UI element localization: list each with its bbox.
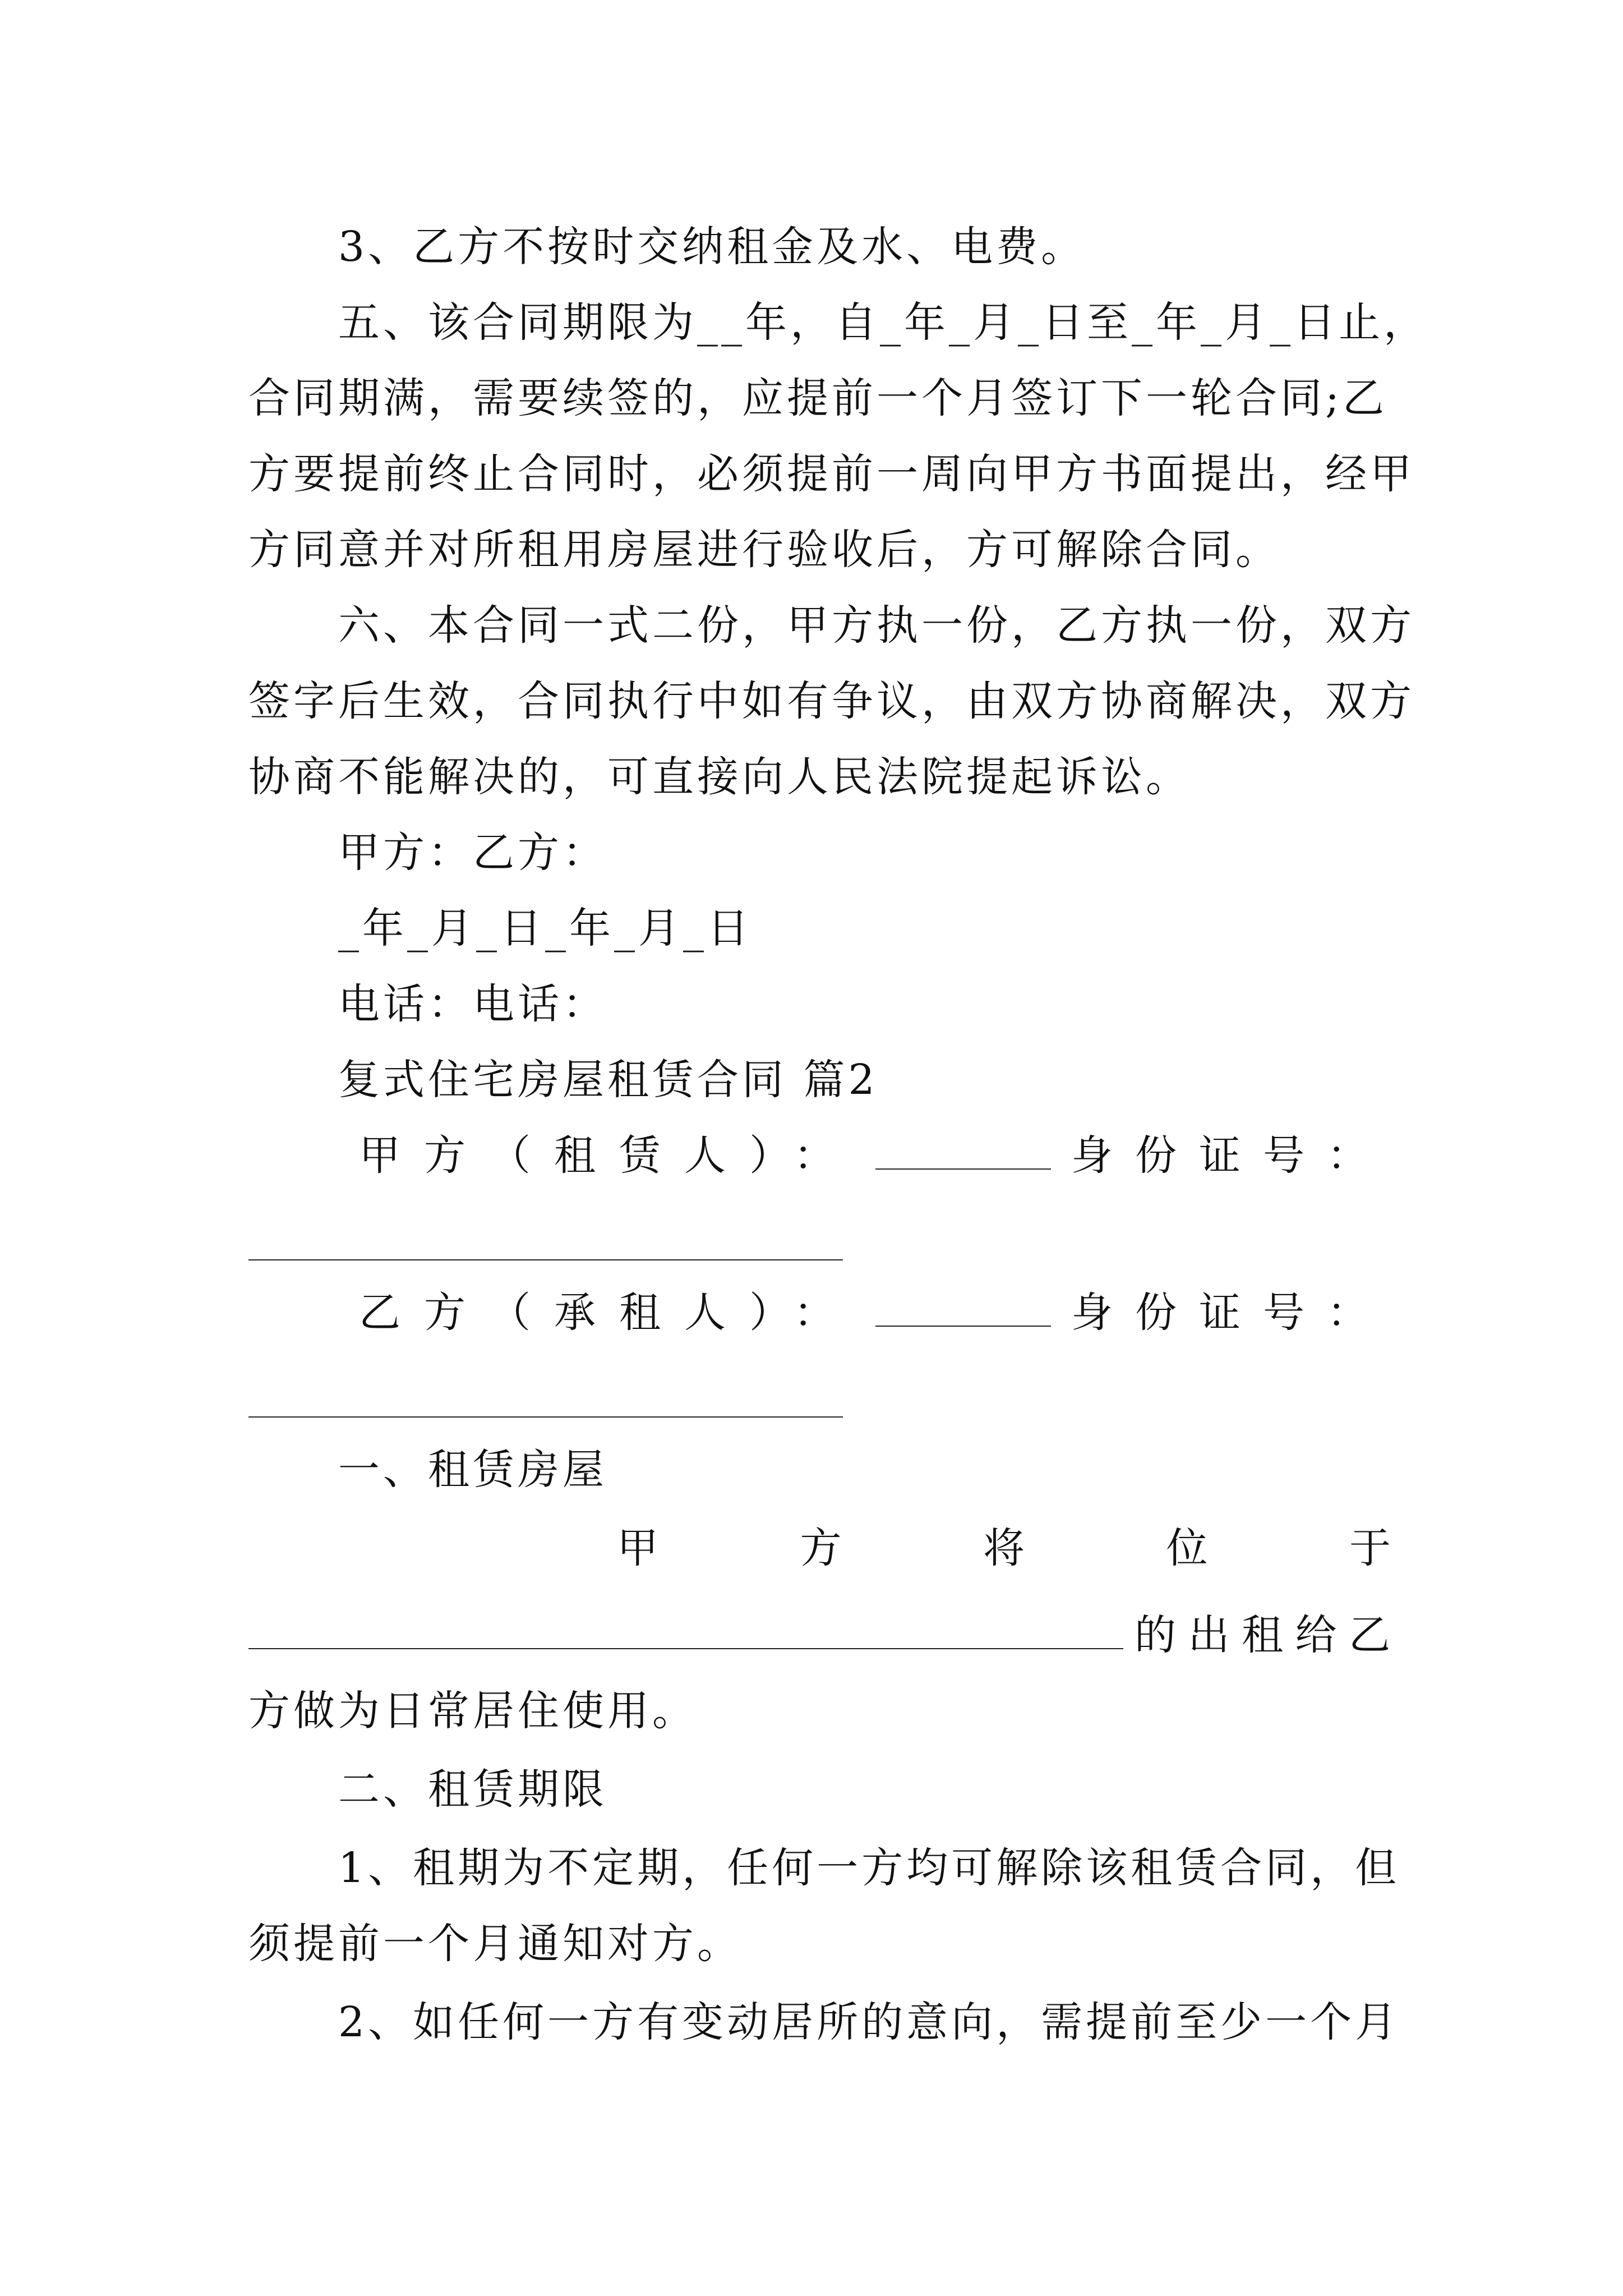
clause-6-line-3: 协商不能解决的，可直接向人民法院提起诉讼。 <box>248 753 1191 801</box>
clause-6-line-1: 六、本合同一式二份，甲方执一份，乙方执一份，双方 <box>338 601 1415 650</box>
party-b-row <box>359 1285 1391 1341</box>
address-blank <box>248 1611 1123 1649</box>
heading-rental-house: 一、租赁房屋 <box>338 1446 607 1494</box>
heading-lease-term: 二、租赁期限 <box>338 1765 607 1814</box>
spread-text-row <box>617 1520 1391 1576</box>
party-b-id-label: 身份证号： <box>1071 1289 1391 1337</box>
clause-5-line-4: 方同意并对所租用房屋进行验收后，方可解除合同。 <box>248 526 1280 574</box>
term-1-line-2: 须提前一个月通知对方。 <box>248 1920 742 1968</box>
clause-5-line-1-text: 五、该合同期限为__年，自_年_月_日至_年_月_日止， <box>338 298 1428 347</box>
clause-6-line-2: 签字后生效，合同执行中如有争议，由双方协商解决，双方 <box>248 677 1415 725</box>
party-a-name-blank <box>875 1133 1051 1170</box>
address-tail-char: 租 <box>1242 1611 1283 1659</box>
use-purpose-text: 方做为日常居住使用。 <box>248 1687 697 1735</box>
clause-3-text: 3、乙方不按时交纳租金及水、电费。 <box>338 223 1086 271</box>
address-tail-char: 出 <box>1188 1611 1230 1659</box>
party-b-id-blank <box>248 1416 843 1418</box>
spread-char: 于 <box>1349 1524 1391 1572</box>
party-a-id-blank <box>248 1259 843 1260</box>
clause-5-line-3: 方要提前终止合同时，必须提前一周向甲方书面提出，经甲 <box>248 450 1415 498</box>
party-a-label: 甲方（租赁人）： <box>359 1131 859 1180</box>
address-tail-char: 给 <box>1295 1611 1337 1659</box>
term-1-line-1: 1、租期为不定期，任何一方均可解除该租赁合同，但 <box>338 1844 1400 1892</box>
signature-phones: 电话：电话： <box>338 980 607 1028</box>
spread-char: 方 <box>800 1524 842 1572</box>
clause-5-line-1 <box>338 295 1428 351</box>
section-title: 复式住宅房屋租赁合同 篇2 <box>338 1056 878 1104</box>
address-tail-char: 乙 <box>1349 1611 1390 1659</box>
clause-5-line-2: 合同期满，需要续签的，应提前一个月签订下一轮合同;乙 <box>248 374 1387 422</box>
spread-char: 将 <box>983 1524 1025 1572</box>
term-2-line-1: 2、如任何一方有变动居所的意向，需提前至少一个月 <box>338 1998 1400 2046</box>
party-a-row <box>359 1128 1391 1184</box>
address-tail-char: 的 <box>1135 1611 1176 1659</box>
signature-parties: 甲方：乙方： <box>338 829 607 877</box>
signature-dates: _年_月_日_年_月_日 <box>338 904 752 953</box>
address-tail <box>1135 1607 1390 1663</box>
party-b-name-blank <box>875 1290 1051 1327</box>
spread-char: 位 <box>1166 1524 1208 1572</box>
spread-char: 甲 <box>617 1524 658 1572</box>
party-a-id-label: 身份证号： <box>1071 1131 1391 1180</box>
party-b-label: 乙方（承租人）： <box>359 1289 859 1337</box>
address-row <box>248 1607 1390 1663</box>
